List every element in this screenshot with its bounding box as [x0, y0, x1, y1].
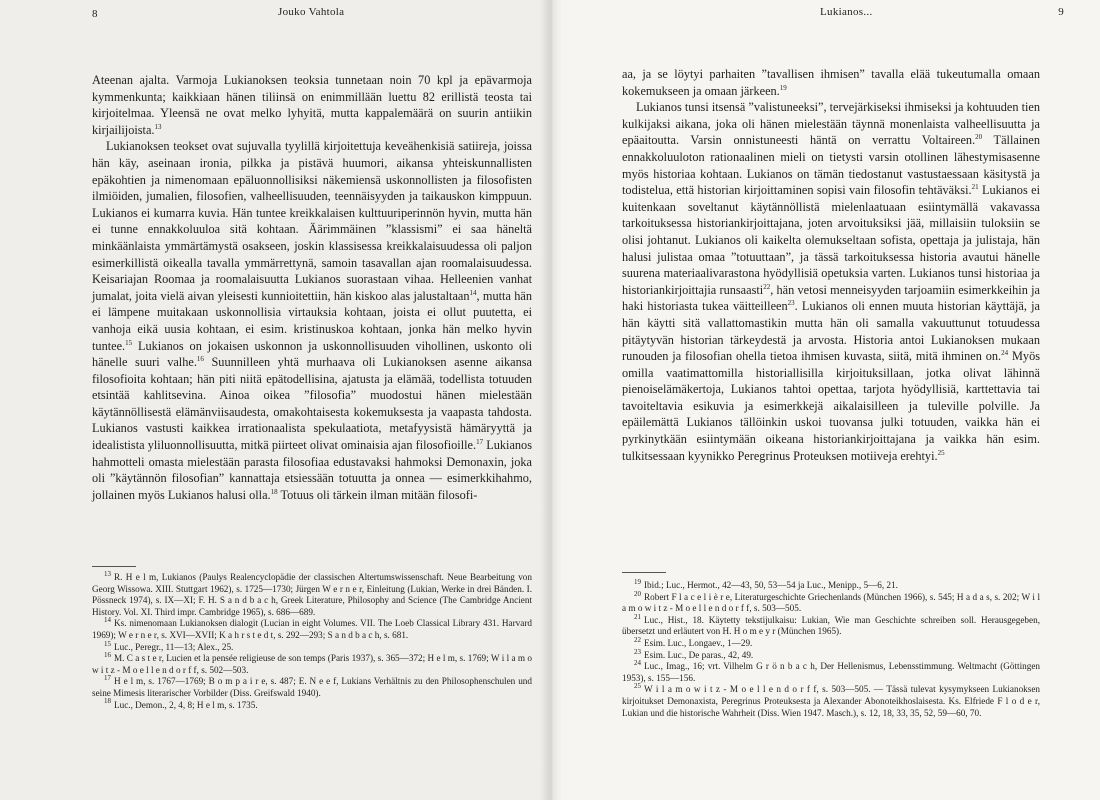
- footnote: [92, 618, 532, 641]
- footnote-marker: 15: [125, 338, 133, 347]
- footnote-marker: 21: [971, 183, 979, 192]
- footnote-text: Luc., Peregr., 11—13; Alex., 25.: [114, 641, 234, 652]
- text-run: Lukianoksen teokset ovat sujuvalla tyylillä kirjoitettuja keveähenkisiä satiireja, joissa hän käy, aseinaan ironia, pilkka ja pistävä huumori, aikansa yhteiskunnallisten epäkohtien ja nimenomaan epäluonnollisiksi näkemiensä uskonnollisten ja filosofisten ilmiöiden, jumalien, filosofien, valheellisuuden, teennäisyyden ja taikauskon kimppuun. Lukianos ei kumarra kuvia. Hän tuntee kreikkalaisen kulttuuriperinnön hyvin, mutta hän ei tunne ennakkoluuloa sitä kohtaan. Äärimmäinen ”klassismi” ei saa häneltä minkäänlaista ymmärtämystä osakseen, joskin klassisessa kreikkalaisuudessa oli paljon esimerkillistä oikealla tavalla ymmärrettynä, samoin tasavallan ajan roomalaisuudessa. Keisariajan Roomaa ja roomalaisuutta Lukianos suorastaan vihaa. Helleenien vanhat jumalat, joita vielä aivan yleisesti kunnioitettiin, hän kiskoo alas jalustaltaan: [92, 139, 532, 303]
- text-run: Lukianos on jokaisen uskonnon ja uskonnollisuuden vihollinen, uskonto oli hänelle suuri valhe.: [92, 338, 532, 370]
- footnote-marker: 23: [787, 299, 795, 308]
- right-page: [550, 0, 1100, 800]
- text-run: . Lukianos oli ennen muuta historian käyttäjä, ja hän käytti sitä vallattomastikin mutta hän oli samalla vakuuttunut totuudessa pitäytyvän historian tärkeydestä ja arvosta. Historia antoi Lukianoksen mukaan runouden ja filosofian ohella tietoa ihmisen kuvasta, siitä, mitä ihminen on.: [622, 299, 1040, 364]
- footnote-text: W i l a m o w i t z - M o e l l e n d o r f f, s. 503—505. — Tässä tulevat kysymykseen Lukianoksen kirjoitukset Demonaxista, Peregrinus Proteuksesta ja Alexander Abonoteikhoslaisesta. Ks. Elfriede F l o d e r, Lukian und die historische Wahrheit (Diss. Wien 1947. Masch.), s. 12, 18, 33, 35, 52, 59—60, 70.: [622, 684, 1040, 718]
- text-run: , hän vetosi menneisyyden tarjoamiin esimerkkeihin ja haki historiasta tukea väitteilleen: [622, 282, 1040, 314]
- footnotes: [622, 577, 1040, 719]
- footnote-number: 19: [634, 577, 641, 586]
- text-run: Lukianos hahmotteli omasta mielestään parasta filosofiaa edustavaksi hahmoksi Demonaxin, joka oli ”käytännön filosofian” kannattaja etsiessään totuutta ja onnea — esimerkkihahmo, jollainen myös Lukianos halusi olla.: [92, 438, 532, 502]
- text-run: aa, ja se löytyi parhaiten ”tavallisen ihmisen” tavalla elää tukeutumalla omaan kokemukseen ja omaan järkeen.: [622, 67, 1040, 98]
- footnote-number: 20: [634, 589, 641, 598]
- footnote-marker: 14: [469, 288, 477, 297]
- footnote-rule: [622, 572, 666, 573]
- footnote-number: 25: [634, 682, 641, 691]
- page-number: 9: [1058, 6, 1064, 18]
- text-run: Tällainen ennakkoluuloton rationaalinen mieli on tietysti varsin otollinen lähestymisasenne myös historiaa kohtaan. Lukianos on tämän tiedostanut vastustaessaan käsitystä ja todistelua, että historian kirjoittaminen sopisi vain filosofin tehtäväksi.: [622, 133, 1040, 198]
- footnote-number: 15: [104, 639, 111, 648]
- footnote: [622, 661, 1040, 684]
- footnote-marker: 19: [779, 83, 787, 92]
- footnote: [622, 635, 1040, 650]
- body-text: [622, 66, 1040, 464]
- footnote-marker: 20: [975, 133, 983, 142]
- text-run: Lukianos tunsi itsensä ”valistuneeksi”, tervejärkiseksi ihmiseksi ja kohtuuden tien kulkijaksi aikana, joka oli hänen mielestään täynnä monenlaista valheellisuutta ja epäaitoutta. Varsin onnistuneesti häntä on verrattu Voltaireen.: [622, 100, 1041, 148]
- footnote: [622, 577, 1040, 592]
- running-head: Jouko Vahtola: [278, 6, 345, 18]
- footnote-marker: 24: [1001, 349, 1009, 357]
- book-gutter-shadow: [540, 0, 562, 800]
- text-run: , mutta hän ei lämpene muitakaan uskonnollisia virtauksia kohtaan, joista ei ollut puutetta, ei vanhoja eikä uusia kohtaan, ei esim. kristinuskoa kohtaan, jonka hän melko hyvin tuntee.: [92, 288, 533, 353]
- footnote: [92, 639, 532, 654]
- footnote-text: Ks. nimenomaan Lukianoksen dialogit (Lucian in eight Volumes. VII. The Loeb Classical Library 431. Harvard 1969); W e r n e r, s. XVI—XVII; K a h r s t e d t, s. 292—293; S a n d b a c h, s. 681.: [92, 618, 532, 640]
- footnote-number: 21: [634, 612, 641, 621]
- footnote: [92, 653, 532, 676]
- footnote-number: 13: [104, 569, 111, 578]
- body-text: [92, 72, 532, 503]
- footnote-marker: 18: [270, 487, 278, 496]
- footnote-number: 18: [104, 697, 111, 706]
- paragraph: [92, 138, 532, 503]
- footnote-marker: 25: [937, 448, 945, 457]
- footnote-rule: [92, 566, 136, 567]
- text-run: Suunnilleen yhtä murhaava oli Lukianoksen asenne aikansa filosofioita kohtaan; hän piti niitä epätodellisina, ajatusta ja elämää, todellista totuuden etsintää kahlitsevina. Ainoa oikea ”filosofia” muodostui hänen mielestään käytännöllisestä elämänviisaudesta, omakohtaisesta kokemuksesta ja vaapasta tahdosta. Lukianos vastusti kaikkea irrationaalista spekulaatiota, metafyysistä hämäryyttä ja idealistista yliluonnollisuutta, mitkä piirteet olivat ominaisia ajan filosofioille.: [92, 355, 532, 453]
- footnote-text: Esim. Luc., Longaev., 1—29.: [644, 637, 753, 648]
- footnote-number: 14: [104, 616, 111, 625]
- footnote-text: R. H e l m, Lukianos (Paulys Realencyclopädie der classischen Altertumswissenschaft. Neue Bearbeitung von Georg Wissowa. XIII. Stuttgart 1962), s. 1725—1730; Jürgen W e r n e r, Einleitung (Lukian, Werke in drei Bänden. I. Pössneck 1974), s. IX—XI; F. H. S a n d b a c h, Greek Literature, Philosophy and Science (The Cambridge Ancient History. Vol. XI. Third impr. Cambridge 1965), s. 686—689.: [92, 572, 532, 617]
- footnote-text: M. C a s t e r, Lucien et la pensée religieuse de son temps (Paris 1937), s. 365—372; H e l m, s. 1769; W i l a m o w i t z - M o e l l e n d o r f f, s. 502—503.: [92, 653, 532, 675]
- text-run: Ateenan ajalta. Varmoja Lukianoksen teoksia tunnetaan noin 70 kpl ja epävarmoja kymmenkunta; kaikkiaan hänen tiliinsä on enimmillään luettu 82 erillistä teosta tai kirjoitelmaa. Yleensä ne ovat melko lyhyitä, mutta kappalemäärä on suurin antiikin kirjailijoista.: [92, 73, 532, 137]
- footnote: [622, 647, 1040, 662]
- footnote: [92, 569, 532, 618]
- footnote-number: 24: [634, 659, 641, 668]
- footnote-text: H e l m, s. 1767—1769; B o m p a i r e, s. 487; E. N e e f, Lukians Verhältnis zu den Philosophenschulen und seine Mimesis literarischer Vorbilder (Diss. Greifswald 1940).: [92, 676, 532, 698]
- running-head: Lukianos...: [820, 6, 873, 18]
- footnote-marker: 22: [763, 282, 771, 291]
- page-number: 8: [92, 8, 98, 20]
- footnote: [622, 684, 1040, 719]
- footnote-text: Esim. Luc., De paras., 42, 49.: [644, 649, 754, 660]
- text-run: Lukianos ei kuitenkaan soveltanut käytännöllistä mielenlaatuaan esiintymällä vakavassa tarkoituksessa historiankirjoittajana, joten arvoituksiksi jää, millaisiin tuloksiin se olisi johtanut. Lukianos oli kaikelta olemukseltaan sofista, opettaja ja julistaja, hän halusi julistaa omaa ”totuuttaan”, ja tässä tarkoituksessa historia avautui hänelle suurena materiaalivarastona hyödyllisiä opetuksia varten. Lukianos tunsi historiaa ja historiankirjoittajia runsaasti: [622, 183, 1041, 297]
- footnote-number: 16: [104, 651, 111, 660]
- footnote-text: Luc., Imag., 16; vrt. Vilhelm G r ö n b a c h, Der Hellenismus, Lebensstimmung. Weltmacht (Göttingen 1953), s. 155—156.: [622, 661, 1040, 683]
- footnote-marker: 13: [154, 122, 162, 131]
- text-run: Myös omilla vaatimattomilla historiallisilla kirjoituksillaan, jotka olivat lähinnä pienoiselämäkertoja, Lukianos tahtoi opettaa, tarjota hyödyllisiä, karttettavia tai tavoiteltavia esikuvia ja esimerkkejä aikalaisilleen ja tuleville polville. Ja epäilemättä Lukianos tällöinkin uskoi tuovansa julki totuuden, vaikka hän ei pyrkinytkään esiintymään oikeana historiankirjoittajana ja vaikka hän esim. tulkitsessaan kyynikko Peregrinus Proteuksen motiiveja erehtyi.: [622, 349, 1041, 463]
- paragraph: [92, 72, 532, 138]
- footnote-text: Ibid.; Luc., Hermot., 42—43, 50, 53—54 ja Luc., Menipp., 5—6, 21.: [644, 580, 898, 590]
- footnote-number: 17: [104, 674, 111, 683]
- footnote-number: 22: [634, 635, 641, 644]
- footnote-marker: 17: [476, 437, 484, 446]
- footnote: [92, 697, 532, 712]
- footnote-text: Luc., Hist., 18. Käytetty tekstijulkaisu: Lukian, Wie man Geschichte schreiben soll. Herausgegeben, übersetzt und erläutert von H. H o m e y r (München 1965).: [622, 614, 1040, 637]
- footnote-marker: 16: [196, 355, 204, 363]
- paragraph: [622, 66, 1040, 99]
- paragraph: [622, 99, 1040, 464]
- footnote: [622, 612, 1040, 638]
- footnote: [622, 589, 1040, 615]
- footnote-text: Robert F l a c e l i è r e, Literaturgeschichte Griechenlands (München 1966), s. 545; H a d a s, s. 202; W i l a m o w i t z - M o e l l e n d o r f f, s. 503—505.: [622, 591, 1040, 614]
- text-run: Totuus oli tärkein ilman mitään filosofi-: [277, 487, 478, 502]
- footnotes: [92, 569, 532, 711]
- footnote-number: 23: [634, 647, 641, 656]
- footnote-text: Luc., Demon., 2, 4, 8; H e l m, s. 1735.: [114, 699, 258, 710]
- footnote: [92, 676, 532, 699]
